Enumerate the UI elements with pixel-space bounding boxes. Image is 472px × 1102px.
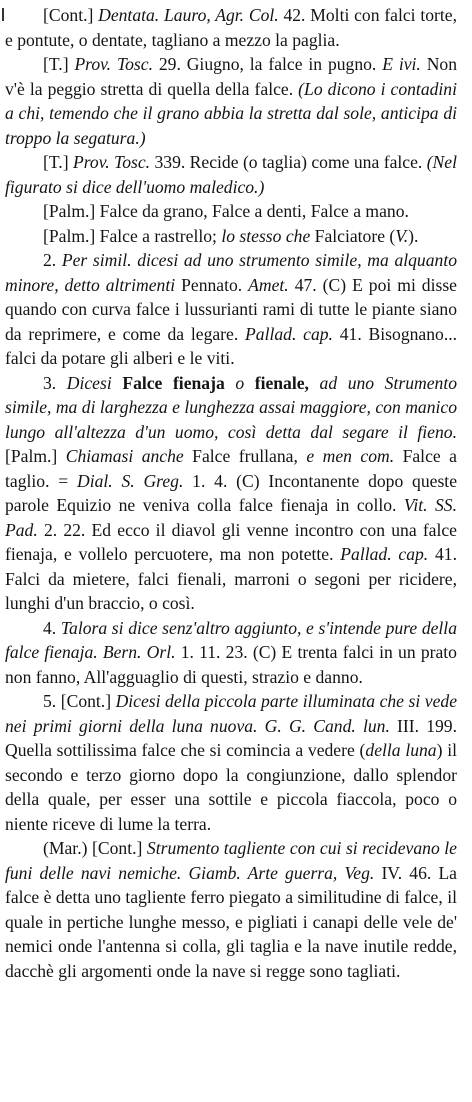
text-run: Prov. Tosc.: [74, 54, 153, 74]
text-run: Amet.: [248, 274, 289, 295]
text-run: ad uno Strumento simile, ma di larghezza e lunghezza assai maggiore, con manico lungo all'altezza d'un uomo, così detta dal segare il fieno.: [5, 372, 458, 442]
text-run: Pallad. cap.: [245, 323, 333, 344]
text-run: Pallad. cap.: [340, 544, 429, 564]
text-run: Dial. S. Greg.: [77, 470, 184, 491]
sense-paragraph-5: [5, 689, 457, 836]
text-run: 3.: [43, 372, 67, 393]
text-run: Talora si dice senz'altro aggiunto, e s'intende pure della falce fienaja. Bern. Orl.: [5, 617, 457, 662]
text-run: 42. Molti con falci torte, e pontute, o dentate, tagliano a mezzo la paglia.: [5, 5, 457, 50]
text-run: Falciatore (: [310, 225, 396, 246]
text-run: (Mar.) [Cont.]: [43, 838, 147, 858]
sense-paragraph-3: [5, 371, 457, 616]
text-run: 4.: [43, 617, 61, 638]
text-run: Strumento tagliente con cui si recidevano le funi delle navi nemiche. Giamb. Arte guerra, Veg.: [5, 838, 457, 883]
entry-paragraph: [5, 3, 457, 52]
text-run: V.: [395, 225, 409, 246]
text-run: ).: [408, 225, 419, 246]
text-run: o: [224, 372, 255, 393]
text-run: [T.]: [43, 152, 73, 172]
entry-paragraph: [5, 150, 457, 199]
text-run: Falce a taglio. =: [5, 446, 457, 491]
text-run: 2. 22. Ed ecco il diavol gli venne incontro con una falce fienaja, e vollelo percuotere, ma non potette.: [5, 519, 457, 564]
text-run: Pennato.: [175, 274, 249, 295]
text-run: Dentata. Lauro, Agr. Col.: [98, 5, 279, 25]
text-run: 2.: [43, 250, 62, 270]
text-run: [Cont.]: [43, 5, 99, 25]
text-run: [Palm.]: [5, 446, 66, 466]
text-run: 5. [Cont.]: [43, 691, 116, 711]
text-run: Falce frullana,: [183, 446, 307, 466]
sense-paragraph-2: [5, 248, 457, 371]
text-run: 1. 11. 23. (C) E trenta falci in un prato non fanno, All'agguaglio di questi, strazio e danno.: [5, 642, 457, 687]
entry-paragraph: [5, 224, 457, 249]
sense-paragraph-mar: [5, 836, 457, 983]
text-run: lo stesso che: [221, 225, 311, 246]
dictionary-column: [5, 3, 457, 983]
text-run: Chiamasi anche: [65, 446, 184, 466]
text-run: Vit. SS. Pad.: [5, 495, 457, 540]
text-run: Per simil. dicesi ad uno strumento simile, ma alquanto minore, detto altrimenti: [5, 250, 458, 295]
text-run: [Palm.] Falce da grano, Falce a denti, Falce a mano.: [43, 201, 409, 221]
sense-paragraph-4: [5, 616, 457, 690]
text-run: (Nel figurato si dice dell'uomo maledico.): [5, 152, 457, 197]
text-run: Dicesi della piccola parte illuminata che si vede nei primi giorni della luna nuova. G. G. Cand. lun.: [5, 691, 457, 736]
text-run: fienale,: [254, 372, 309, 393]
text-run: 41. Falci da mietere, falci fienali, marroni o segoni per ricidere, lunghi d'un braccio, o così.: [5, 544, 458, 613]
text-run: IV. 46. La falce è detta uno tagliente ferro piegato a similitudine di falce, il quale in pertiche lunghe messo, e pigliati i canapi delle vele de' nemici onde l'antenna si colla, gli taglia e la nave inutile redde, dacchè gli argomenti onde la nave si regge sono tagliati.: [5, 862, 457, 981]
text-run: 1. 4. (C) Incontanente dopo queste parole Equizio ne veniva colla falce fienaja in collo.: [5, 470, 457, 515]
text-run: 29. Giugno, la falce in pugno.: [152, 54, 383, 74]
text-run: Dicesi: [66, 372, 112, 393]
text-run: 41. Bisognano... falci da potare gli alberi e le viti.: [5, 323, 458, 368]
text-run: e men com.: [306, 446, 395, 466]
margin-mark: [2, 8, 4, 21]
entry-paragraph: [5, 52, 457, 150]
text-run: [Palm.] Falce a rastrello;: [43, 225, 222, 246]
entry-paragraph: [5, 199, 457, 224]
text-run: ) il secondo e terzo giorno dopo la congiunzione, dallo splendor della quale, per esser una sottile e piccola fiaccola, poco o niente riceve di lume la terra.: [5, 740, 457, 834]
text-run: E ivi.: [382, 54, 421, 74]
text-run: della luna: [365, 740, 437, 760]
text-run: Non v'è la peggio stretta di quella della falce.: [5, 54, 458, 99]
text-run: Falce fienaja: [111, 372, 225, 393]
text-run: [T.]: [43, 54, 75, 74]
text-run: 47. (C) E poi mi disse quando con curva falce i lussurianti rami di tutte le piante siano da reprimere, e come da legare.: [5, 274, 457, 344]
text-run: Prov. Tosc.: [72, 152, 151, 172]
text-run: III. 199. Quella sottilissima falce che si comincia a vedere (: [5, 715, 457, 760]
text-run: 339. Recide (o taglia) come una falce.: [150, 152, 427, 172]
text-run: (Lo dicono i contadini a chi, temendo che il grano abbia la stretta dal sole, anticipa di troppo la segatura.): [5, 78, 457, 148]
